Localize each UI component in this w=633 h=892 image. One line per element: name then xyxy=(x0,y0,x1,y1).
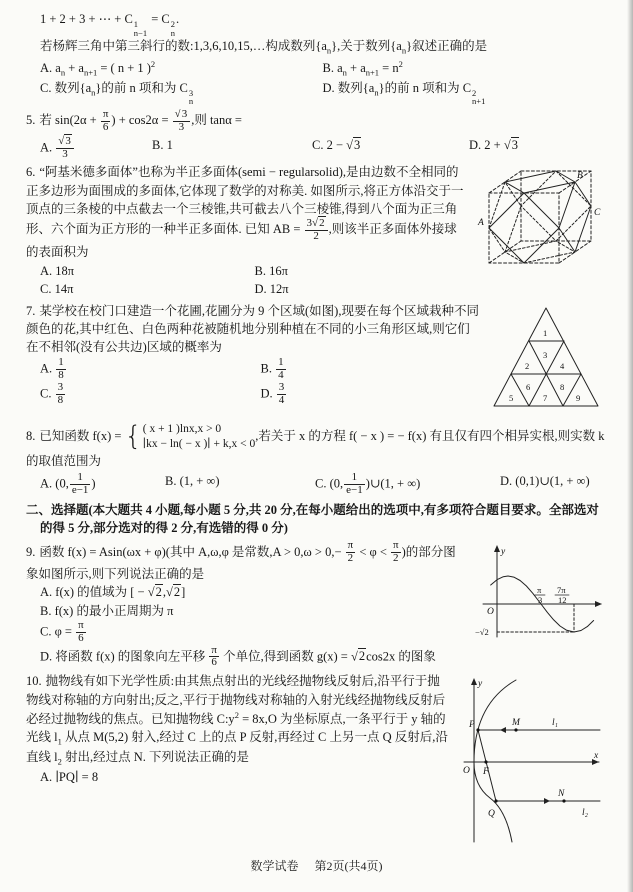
label-vertex-b: B xyxy=(577,171,583,182)
option-b: B. 16π xyxy=(254,264,288,279)
label-point-m: M xyxy=(512,718,520,729)
question-number: 9. xyxy=(26,544,36,559)
option-c: C. 数列$\{a_n\}$的前 n 项和为 C 3 n xyxy=(40,80,194,106)
footer-page-number: 第2页(共4页) xyxy=(314,859,383,874)
region-5: 5 xyxy=(509,392,514,403)
region-1: 1 xyxy=(543,327,548,338)
question-4-continued xyxy=(26,10,605,106)
label-neg-sqrt2: −√2 xyxy=(475,627,489,638)
option-c: C. $\frac{3}{8}$ xyxy=(40,381,64,407)
question-number: 7. xyxy=(26,303,36,318)
option-a: A. $\frac{1}{8}$ xyxy=(40,356,64,382)
q10-figure-parabola xyxy=(460,674,605,851)
label-y-axis: y xyxy=(478,679,483,690)
region-7: 7 xyxy=(543,392,548,403)
option-b: B. $\frac{1}{4}$ xyxy=(260,356,284,382)
label-point-q: Q xyxy=(488,809,495,820)
question-stem: 7. 某学校在校门口建造一个花圃,花圃分为 9 个区域(如图),现要在每个区域栽种不同颜色的花,其中红色、白色两种花被随机地分别种植在不同的小三角形区域,则它们在不相邻(没有公共边)区域的概率为 xyxy=(26,303,479,355)
q6-figure-polyhedron xyxy=(477,165,605,276)
region-9: 9 xyxy=(576,392,581,403)
question-stem: 9. 函数 f(x) = Asin(ωx + φ)(其中 A,ω,φ 是常数,A > 0,ω > 0,− $\frac{\pi}{2}$ < φ < $\frac{\pi}{2}$ )的部分图象如图所示,则下列说法正确的是 xyxy=(26,540,456,582)
option-b: B. f(x) 的最小正周期为 π xyxy=(40,603,174,618)
option-c: C. 2 − √3 xyxy=(312,137,361,152)
label-y-axis: y xyxy=(501,547,506,558)
question-8 xyxy=(26,422,605,497)
section-2-header: 二、选择题(本大题共 4 小题,每小题 5 分,共 20 分,在每小题给出的选项中,有多项符合题目要求。全部选对的得 5 分,部分选对的得 2 分,有选错的得 0 分) xyxy=(26,502,599,536)
label-x-axis: x xyxy=(594,751,599,762)
region-4: 4 xyxy=(560,360,565,371)
region-3: 3 xyxy=(543,349,548,360)
question-10 xyxy=(26,672,605,853)
label-line-l1: l₁ xyxy=(552,718,558,729)
question-5 xyxy=(26,109,605,161)
label-point-n: N xyxy=(558,789,565,800)
label-origin: O xyxy=(487,607,494,618)
option-c: C. 14π xyxy=(40,282,74,297)
option-d: D. 数列$\{a_n\}$的前 n 项和为 C 2 n+1 xyxy=(322,80,486,106)
question-stem: 8. 已知函数 f(x) = { ( x + 1 )lnx,x > 0 ∣kx − ln( − x )∣ + k,x < 0 ,若关于 x 的方程 f( − x ) = − f(x) 有且仅有四个相异实根,则实数 k 的取值范围为 xyxy=(26,421,605,468)
option-a: A. $\frac{√3}{3}$ xyxy=(40,136,152,161)
question-number: 10. xyxy=(26,674,42,689)
scan-edge-shadow xyxy=(627,0,633,892)
question-stem: 6. “阿基米德多面体”也称为半正多面体(semi − regularsolid),是由边数不全相同的正多边形为面围成的多面体,它体现了数学的对称美. 如图所示,将正方体沿交于一顶点的三条棱的中点截去一个三棱锥,共可截去八个三棱锥,得到八个面为正三角形、六个面为正方形的一种半正多面体. 已知 AB = $\frac{3√2}{2}$ ,则该半正多面体外接球的表面积为 xyxy=(26,165,464,259)
formula-line: 1 + 2 + 3 + ⋯ + C 1 n−1 = C 2 n . xyxy=(40,12,180,38)
region-2: 2 xyxy=(525,360,530,371)
tick-pi-3-num: π xyxy=(537,585,542,596)
tick-pi-3-den: 3 xyxy=(538,595,543,606)
question-number: 5. xyxy=(26,113,36,128)
option-d: D. 12π xyxy=(254,282,289,297)
q7-figure-triangle-grid xyxy=(489,304,605,417)
option-b: B. $a_n + a_{n+1} = n^2$ xyxy=(322,58,403,78)
option-a: A. f(x) 的值域为 [ − √2,√2] xyxy=(40,585,186,600)
tick-7pi-12-num: 7π xyxy=(557,585,566,596)
label-origin: O xyxy=(463,766,470,777)
label-focus-f: F xyxy=(483,767,489,778)
label-vertex-c: C xyxy=(594,208,601,219)
label-vertex-a: A xyxy=(478,218,484,229)
question-number: 8. xyxy=(26,428,36,443)
option-d: D. 2 + √3 xyxy=(469,137,518,152)
option-d: D. $\frac{3}{4}$ xyxy=(260,381,285,407)
question-stem: 5. 若 sin(2α + $\frac{\pi}{6}$ ) + cos2α = $\frac{√3}{3}$ ,则 tanα = xyxy=(26,108,242,133)
option-d: D. 将函数 f(x) 的图象向左平移 $\frac{\pi}{6}$ 个单位,得到函数 g(x) = √2cos2x 的图象 xyxy=(40,643,436,669)
question-7 xyxy=(26,302,605,419)
region-8: 8 xyxy=(560,381,565,392)
label-line-l2: l₂ xyxy=(582,808,588,819)
label-point-p: P xyxy=(469,720,475,731)
option-c: C. φ = $\frac{\pi}{6}$ xyxy=(40,618,84,644)
region-6: 6 xyxy=(526,381,531,392)
question-stem: 若杨辉三角中第三斜行的数:1,3,6,10,15,…构成数列$\{a_n\}$,关于数列$\{a_n\}$叙述正确的是 xyxy=(40,39,488,56)
tick-7pi-12-den: 12 xyxy=(558,595,567,606)
option-b: B. (1, + ∞) xyxy=(165,474,220,489)
q9-figure-sine-graph xyxy=(475,542,605,645)
option-a: A. (0, $\frac{1}{e-1}$ ) xyxy=(40,471,96,496)
option-c: C. (0, $\frac{1}{e-1}$ )∪(1, + ∞) xyxy=(315,471,421,496)
option-a: A. ∣PQ∣ = 8 xyxy=(40,770,99,785)
question-stem: 10. 抛物线有如下光学性质:由其焦点射出的光线经抛物线反射后,沿平行于抛物线对称轴的方向射出;反之,平行于抛物线对称轴的入射光线经抛物线反射后必经过抛物线的焦点。已知抛物线 $C:y^2 = 8x,O$ 为坐标原点,一条平行于 y 轴的光线 $l_1$ 从点 M(5,2) 射入,经过 C 上的点 P 反射,再经过 C 上另一点 Q 反射后,沿直线 $l_2$ 射出,经过点 N. 下列说法正确的是 xyxy=(26,674,448,767)
question-6 xyxy=(26,163,605,298)
option-a: A. $a_n + a_{n+1}$ = ( n + 1 )$^2$ xyxy=(40,58,156,78)
question-number: 6. xyxy=(26,165,36,180)
page-footer xyxy=(0,858,633,876)
option-d: D. (0,1)∪(1, + ∞) xyxy=(500,474,590,489)
question-9 xyxy=(26,540,605,669)
option-a: A. 18π xyxy=(40,264,75,279)
option-b: B. 1 xyxy=(152,137,173,152)
footer-title: 数学试卷 xyxy=(250,859,299,874)
